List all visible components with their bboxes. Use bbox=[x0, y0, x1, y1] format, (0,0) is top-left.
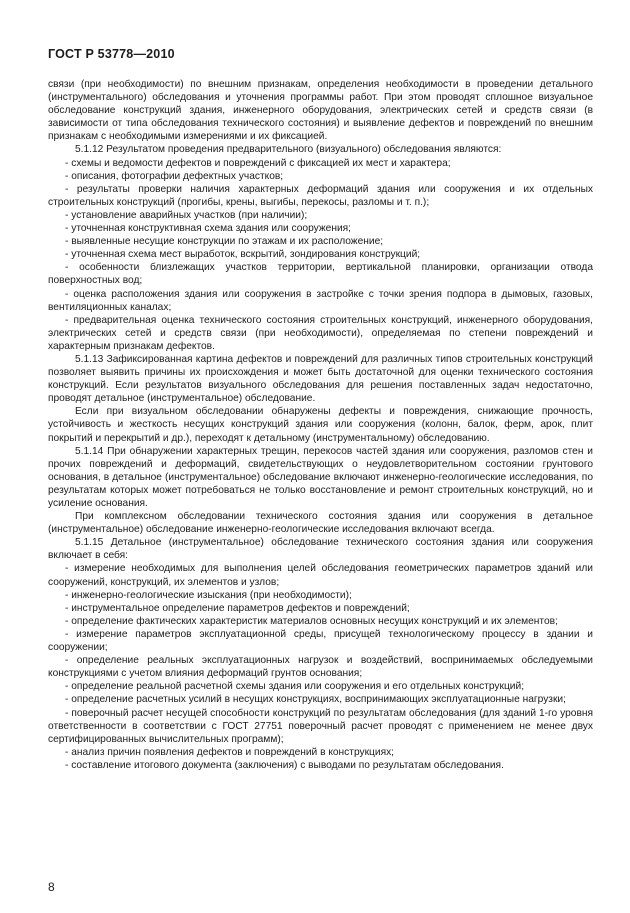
paragraph: 5.1.13 Зафиксированная картина дефектов и повреждений для различных типов строительных конструкций позволяет выявить причины их происхождения и может быть достаточной для оценки технического состояния конструкций. Если результатов визуального обследования для решения поставленных задач недостаточно, проводят детальное (инструментальное) обследование. bbox=[48, 353, 593, 405]
paragraph: 5.1.12 Результатом проведения предварительного (визуального) обследования являются: bbox=[75, 144, 502, 156]
paragraph: связи (при необходимости) по внешним признакам, определения необходимости в проведении детального (инструментального) обследования и уточнения программы работ. При этом проводят сплошное визуальное обследование конструкций здания, инженерного оборудования, электрических сетей и средств связи (в зависимости от типа обследования технического состояния) и выявление дефектов и повреждений по внешним признакам с необходимыми измерениями и их фиксацией. bbox=[48, 79, 593, 143]
list-item: - определение реальных эксплуатационных нагрузок и воздействий, воспринимаемых обследуемыми конструкциями с учетом влияния деформаций грунтов основания; bbox=[48, 655, 593, 680]
list-item: - уточненная схема мест выработок, вскрытий, зондирования конструкций; bbox=[65, 249, 421, 261]
list-item: - инженерно-геологические изыскания (при необходимости); bbox=[65, 589, 352, 601]
list-item: - установление аварийных участков (при наличии); bbox=[65, 209, 308, 221]
list-item: - поверочный расчет несущей способности конструкций по результатам обследования (для зданий 1-го уровня ответственности в соответствии с ГОСТ 27751 поверочный расчет проводят с применением не менее двух сертифицированных вычислительных программ); bbox=[48, 707, 593, 745]
list-item: - особенности близлежащих участков территории, вертикальной планировки, организации отвода поверхностных вод; bbox=[48, 262, 593, 287]
list-item: - схемы и ведомости дефектов и повреждений с фиксацией их мест и характера; bbox=[65, 157, 451, 169]
list-item: - предварительная оценка технического состояния строительных конструкций, инженерного оборудования, электрических сетей и средств связи (при необходимости), определяемая по степени повреждений и характерным признакам дефектов. bbox=[48, 314, 593, 352]
list-item: - измерение необходимых для выполнения целей обследования геометрических параметров зданий или сооружений, конструкций, их элементов и узлов; bbox=[48, 563, 593, 588]
list-item: - описания, фотографии дефектных участков; bbox=[65, 170, 284, 182]
list-item: - инструментальное определение параметров дефектов и повреждений; bbox=[65, 602, 410, 614]
document-body bbox=[48, 78, 593, 772]
list-item: - анализ причин появления дефектов и повреждений в конструкциях; bbox=[65, 746, 395, 758]
list-item: - результаты проверки наличия характерных деформаций здания или сооружения и их отдельных строительных конструкций (прогибы, крены, выгибы, перекосы, разломы и т. п.); bbox=[48, 183, 593, 208]
list-item: - измерение параметров эксплуатационной среды, присущей технологическому процессу в здании и сооружении; bbox=[48, 628, 593, 654]
list-item: - составление итогового документа (заключения) с выводами по результатам обследования. bbox=[65, 759, 504, 771]
paragraph: При комплексном обследовании технического состояния здания или сооружения в детальное (инструментальное) обследование инженерно-геологические исследования включают всегда. bbox=[48, 511, 593, 536]
paragraph: 5.1.15 Детальное (инструментальное) обследование технического состояния здания или сооружения включает в себя: bbox=[48, 537, 593, 562]
list-item: - выявленные несущие конструкции по этажам и их расположение; bbox=[65, 236, 384, 248]
document-header: ГОСТ Р 53778—2010 bbox=[48, 47, 175, 61]
list-item: - определение расчетных усилий в несущих конструкциях, воспринимающих эксплуатационные нагрузки; bbox=[65, 694, 566, 706]
paragraph: 5.1.14 При обнаружении характерных трещин, перекосов частей здания или сооружения, разломов стен и прочих повреждений и деформаций, свидетельствующих о неудовлетворительном состоянии грунтового основания, в детальное (инструментальное) обследование включают инженерно-геологические исследования, по результатам которых может потребоваться не только восстановление и ремонт строительных конструкций, но и усиление основания. bbox=[48, 445, 593, 509]
paragraph: Если при визуальном обследовании обнаружены дефекты и повреждения, снижающие прочность, устойчивость и жесткость несущих конструкций здания или сооружения (колонн, балок, ферм, арок, плит покрытий и перекрытий и др.), переходят к детальному (инструментальному) обследованию. bbox=[48, 406, 593, 444]
list-item: - определение фактических характеристик материалов основных несущих конструкций и их элементов; bbox=[65, 615, 558, 627]
list-item: - определение реальной расчетной схемы здания или сооружения и его отдельных конструкций; bbox=[65, 681, 525, 693]
page-number: 8 bbox=[48, 880, 55, 894]
list-item: - оценка расположения здания или сооружения в застройке с точки зрения подпора в дымовых, газовых, вентиляционных каналах; bbox=[48, 288, 593, 313]
list-item: - уточненная конструктивная схема здания или сооружения; bbox=[65, 223, 351, 235]
